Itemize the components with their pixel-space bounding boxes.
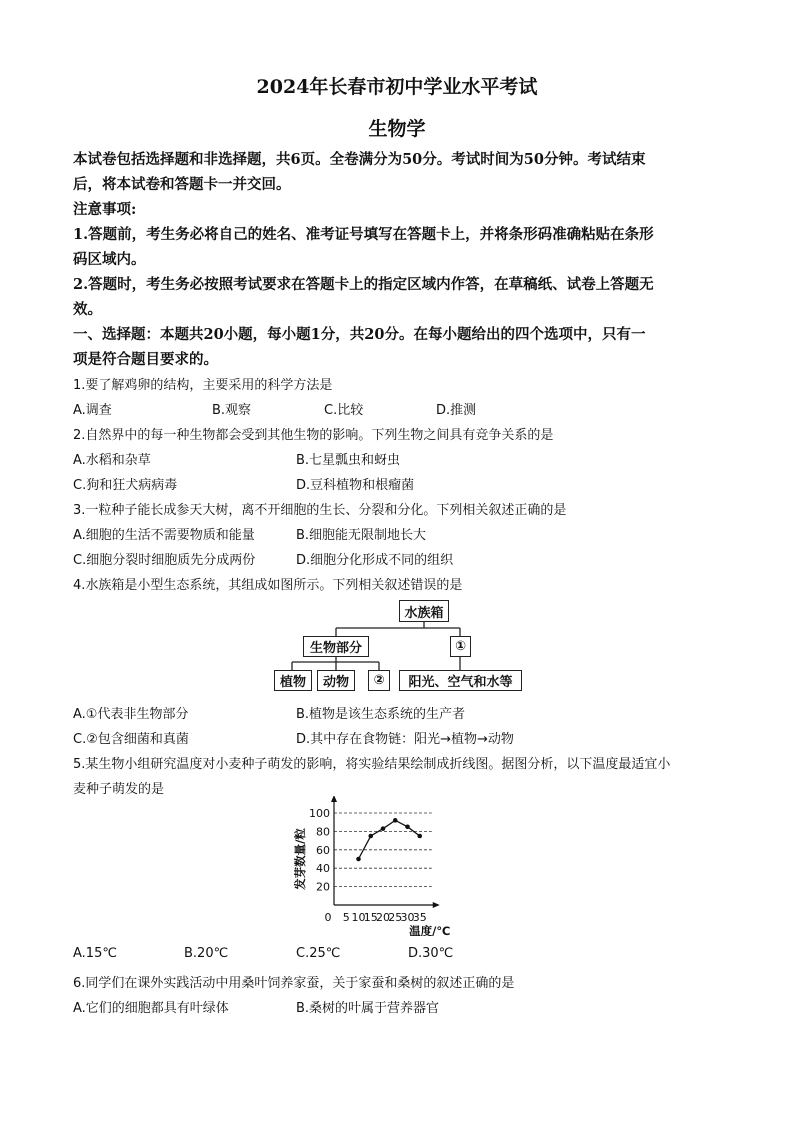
q3-option-c: C.细胞分裂时细胞质先分成两份 — [73, 553, 256, 568]
q5-stem-line-1: 5.某生物小组研究温度对小麦种子萌发的影响，将实验结果绘制成折线图。据图分析，以下温度最适宜小 — [73, 757, 671, 772]
notice-1-line-1: 1.答题前，考生务必将自己的姓名、准考证号填写在答题卡上，并将条形码准确粘贴在条形 — [73, 226, 654, 243]
notice-2-line-1: 2.答题时，考生务必按照考试要求在答题卡上的指定区域内作答，在草稿纸、试卷上答题无 — [73, 276, 654, 293]
q3-option-b: B.细胞能无限制地长大 — [296, 528, 427, 543]
q2-option-b: B.七星瓢虫和蚜虫 — [296, 453, 401, 468]
x-tick-label: 30 — [400, 911, 415, 924]
y-tick-label: 100 — [309, 807, 330, 820]
q5-option-b: B.20℃ — [184, 946, 229, 961]
q2-stem: 2.自然界中的每一种生物都会受到其他生物的影响。下列生物之间具有竞争关系的是 — [73, 428, 554, 443]
data-point — [405, 825, 410, 830]
x-tick-label: 5 — [342, 911, 350, 924]
q3-option-d: D.细胞分化形成不同的组织 — [296, 553, 454, 568]
number-2-box: ② — [368, 670, 390, 691]
x-tick-label: 15 — [363, 911, 378, 924]
notice-1-line-2: 码区域内。 — [73, 251, 146, 268]
data-point — [393, 818, 398, 823]
q4-option-b: B.植物是该生态系统的生产者 — [296, 707, 466, 722]
bio-part-box: 生物部分 — [303, 636, 369, 657]
y-tick-label: 80 — [316, 825, 330, 839]
y-tick-label: 60 — [316, 843, 330, 857]
q1-option-c: C.比较 — [324, 403, 364, 418]
intro-line-2: 后，将本试卷和答题卡一并交回。 — [73, 176, 291, 193]
notice-2-line-2: 效。 — [73, 301, 102, 318]
section-1-line-2: 项是符合题目要求的。 — [73, 351, 218, 368]
plant-box: 植物 — [274, 670, 312, 691]
x-axis-arrow — [433, 902, 440, 908]
y-axis-label: 发芽数量/粒 — [293, 828, 307, 890]
q1-option-a: A.调查 — [73, 403, 112, 418]
data-point — [368, 834, 373, 839]
x-tick-label: 10 — [351, 911, 366, 924]
q4-option-d: D.其中存在食物链：阳光→植物→动物 — [296, 732, 514, 747]
germination-line-chart — [290, 796, 490, 936]
y-axis-arrow — [331, 796, 337, 802]
q2-option-d: D.豆科植物和根瘤菌 — [296, 478, 415, 493]
y-tick-label: 20 — [316, 880, 330, 894]
series-line — [359, 820, 420, 859]
data-point — [417, 834, 422, 839]
data-point — [381, 826, 386, 831]
q1-option-d: D.推测 — [436, 403, 477, 418]
aquarium-box: 水族箱 — [399, 600, 449, 622]
q5-option-c: C.25℃ — [296, 946, 341, 961]
q4-option-a: A.①代表非生物部分 — [73, 707, 189, 722]
q5-option-d: D.30℃ — [408, 946, 454, 961]
number-1-box: ① — [450, 636, 471, 657]
abiotic-box: 阳光、空气和水等 — [399, 670, 522, 691]
y-tick-label: 40 — [316, 862, 330, 876]
q6-option-b: B.桑树的叶属于营养器官 — [296, 1001, 440, 1016]
x-axis-label: 温度/℃ — [409, 924, 451, 936]
q1-option-b: B.观察 — [212, 403, 252, 418]
q6-stem: 6.同学们在课外实践活动中用桑叶饲养家蚕，关于家蚕和桑树的叙述正确的是 — [73, 976, 515, 991]
data-point — [356, 857, 361, 862]
q2-option-a: A.水稻和杂草 — [73, 453, 151, 468]
q4-option-c: C.②包含细菌和真菌 — [73, 732, 189, 747]
q5-stem-line-2: 麦种子萌发的是 — [73, 782, 165, 797]
x-tick-label: 25 — [388, 911, 403, 924]
x-tick-label: 35 — [412, 911, 427, 924]
section-1-line-1: 一、选择题：本题共20小题，每小题1分，共20分。在每小题给出的四个选项中，只有一 — [73, 326, 646, 343]
animal-box: 动物 — [317, 670, 355, 691]
subject-title: 生物学 — [368, 118, 426, 140]
x-tick-label: 0 — [324, 911, 332, 924]
intro-line-1: 本试卷包括选择题和非选择题，共6页。全卷满分为50分。考试时间为50分钟。考试结束 — [73, 151, 646, 168]
q3-stem: 3.一粒种子能长成参天大树，离不开细胞的生长、分裂和分化。下列相关叙述正确的是 — [73, 503, 567, 518]
q1-stem: 1.要了解鸡卵的结构，主要采用的科学方法是 — [73, 378, 333, 393]
x-tick-label: 20 — [376, 911, 390, 924]
q4-stem: 4.水族箱是小型生态系统，其组成如图所示。下列相关叙述错误的是 — [73, 578, 463, 593]
q5-option-a: A.15℃ — [73, 946, 117, 961]
exam-title: 2024年长春市初中学业水平考试 — [256, 76, 538, 98]
q2-option-c: C.狗和狂犬病病毒 — [73, 478, 178, 493]
notice-title: 注意事项: — [73, 201, 137, 218]
q3-option-a: A.细胞的生活不需要物质和能量 — [73, 528, 255, 543]
q6-option-a: A.它们的细胞都具有叶绿体 — [73, 1001, 229, 1016]
